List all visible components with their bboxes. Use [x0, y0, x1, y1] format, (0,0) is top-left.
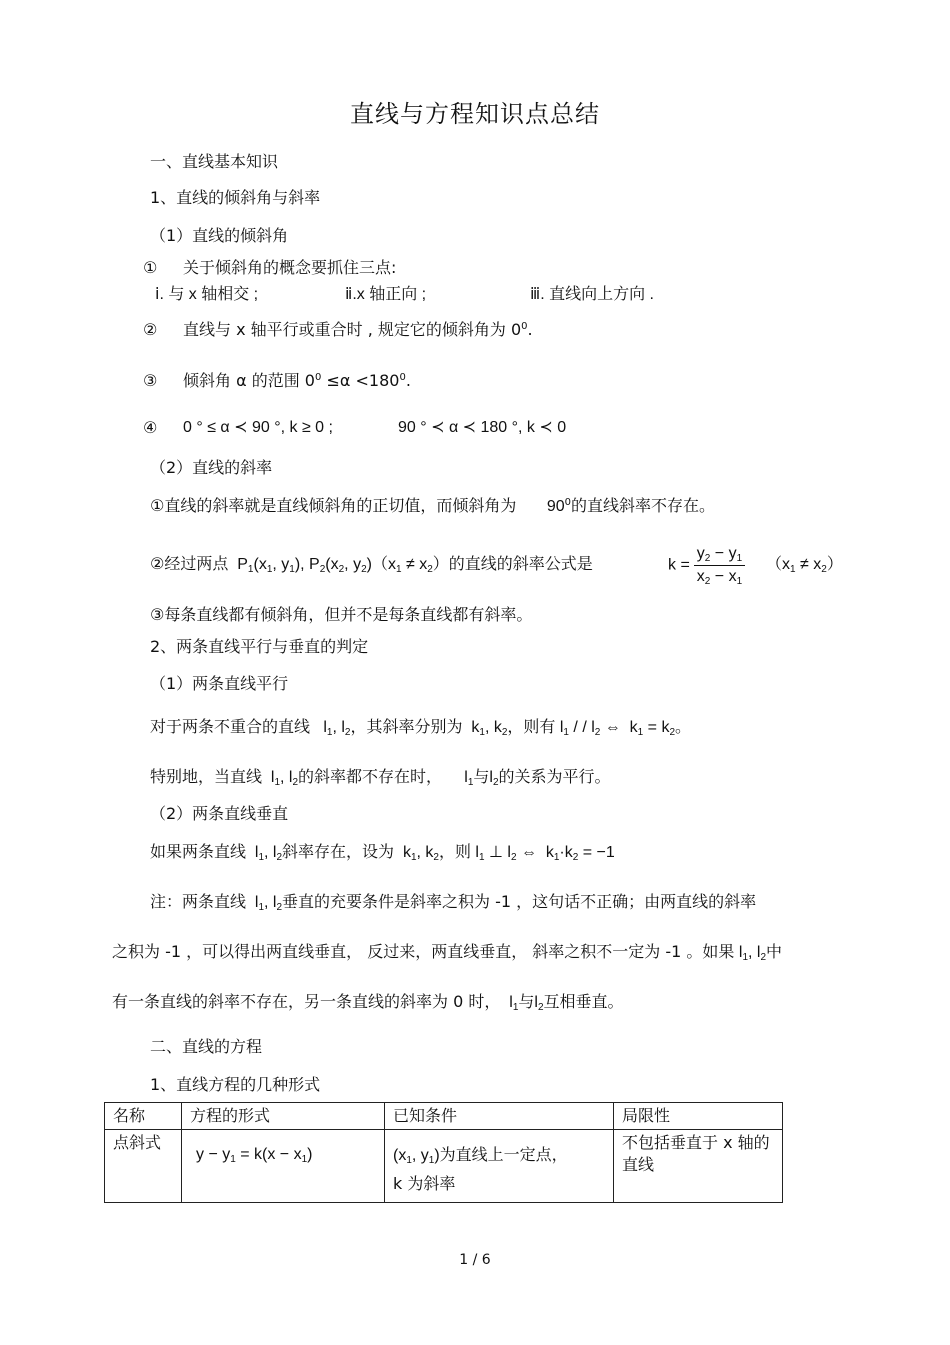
subsubsection-heading: （1）两条直线平行 [150, 674, 289, 693]
item-marker: ④ [143, 418, 158, 437]
item-marker: ① [143, 258, 158, 277]
text: 斜率存在，设为 [282, 842, 395, 861]
text: ①直线的斜率就是直线倾斜角的正切值，而倾斜角为 [150, 496, 517, 515]
text: ，则有 [507, 717, 556, 736]
text: ≤α <180 [321, 371, 400, 390]
paragraph: 关于倾斜角的概念要抓住三点: [183, 258, 397, 277]
text: k 为斜率 [393, 1174, 456, 1193]
text: 倾斜角 α 的范围 0 [183, 371, 315, 390]
table-cell: 点斜式 [105, 1130, 182, 1203]
paragraph: 对于两条不重合的直线 $l_1$, $l_2$，其斜率分别为 $k_1$, $k_2$，则有 $l_1$ / / $l_2$ ⇔ $k_1 = k_2$。 [150, 717, 692, 738]
text: 之积为 -1 ，可以得出两直线垂直， 反过来，两直线垂直， 斜率之积不一定为 -1 。如果 [112, 942, 735, 961]
subsubsection-heading: （2）直线的斜率 [150, 458, 273, 477]
text: 对于两条不重合的直线 [150, 717, 311, 736]
page-title: 直线与方程知识点总结 [350, 100, 600, 128]
paragraph: 之积为 -1 ，可以得出两直线垂直， 反过来，两直线垂直， 斜率之积不一定为 -1 。如果 $l_1$, $l_2$中 [112, 942, 783, 963]
table-header-cell: 已知条件 [385, 1103, 614, 1130]
table-header-cell: 方程的形式 [182, 1103, 385, 1130]
text: 垂直的充要条件是斜率之积为 -1 ，这句话不正确；由两直线的斜率 [282, 892, 757, 911]
table-header-cell: 名称 [105, 1103, 182, 1130]
table-header-row [105, 1103, 783, 1130]
table-cell: ($x_1$, $y_1$)为直线上一定点， k 为斜率 [385, 1130, 614, 1203]
text: 的直线斜率不存在。 [571, 496, 716, 515]
slope-formula: k = $\frac{y_2 - y_1}{x_2 - x_1}$ [668, 545, 749, 586]
page-number: 1 / 6 [459, 1252, 491, 1268]
text: 的斜率都不存在时， [298, 767, 443, 786]
paragraph: ③每条直线都有倾斜角，但并不是每条直线都有斜率。 [150, 605, 533, 624]
superscript: 0 [521, 321, 528, 332]
paragraph: 直线与 x 轴平行或重合时 , 规定它的倾斜角为 $0^0$. [183, 320, 533, 339]
paragraph [150, 496, 715, 517]
text: 互相垂直。 [543, 992, 624, 1011]
point-iii: ⅲ. 直线向上方向 . [530, 286, 654, 303]
table-cell: 不包括垂直于 x 轴的直线 [614, 1130, 783, 1203]
text: ②经过两点 [150, 554, 229, 573]
text: 的关系为平行。 [498, 767, 611, 786]
paragraph: $(x_1 \ne x_2)$ [766, 554, 843, 575]
text: 为直线上一定点， [439, 1145, 568, 1164]
text: （ [371, 554, 388, 573]
superscript: 0 [315, 372, 322, 383]
superscript: 0 [564, 497, 572, 508]
text: 特别地，当直线 [150, 767, 263, 786]
section-heading: 二、直线的方程 [150, 1037, 263, 1056]
table-header-cell: 局限性 [614, 1103, 783, 1130]
item-marker: ③ [143, 371, 158, 390]
text: ，其斜率分别为 [350, 717, 463, 736]
text: 中 [766, 942, 783, 961]
formula: 0 ° ≤ α ≺ 90 °, k ≥ 0 ; [183, 419, 333, 436]
paragraph: 如果两条直线 $l_1$, $l_2$斜率存在，设为 $k_1$, $k_2$，则 $l_1$ ⊥ $l_2$ ⇔ $k_1\cdot k_2 = -1$ [150, 842, 615, 863]
text: 如果两条直线 [150, 842, 247, 861]
paragraph: 有一条直线的斜率不存在，另一条直线的斜率为 0 时， $l_1$与$l_2$互相垂直。 [112, 992, 624, 1013]
subsubsection-heading: （1）直线的倾斜角 [150, 226, 289, 245]
superscript: 0 [399, 372, 406, 383]
subsection-heading: 2、两条直线平行与垂直的判定 [150, 637, 369, 656]
paragraph: ②经过两点 $P_1(x_1$, $y_1$), $P_2(x_2$, $y_2)(x_1 \ne x_2)$的直线的斜率公式是 [150, 554, 593, 575]
paragraph: 特别地，当直线 $l_1$, $l_2$的斜率都不存在时， $l_1$与$l_2$的关系为平行。 [150, 767, 611, 788]
subsection-heading: 1、直线的倾斜角与斜率 [150, 188, 321, 207]
table-cell: $y - y_1 = k(x - x_1)$ [182, 1130, 385, 1203]
paragraph: 注：两条直线 $l_1$, $l_2$垂直的充要条件是斜率之积为 -1 ，这句话不正确；由两直线的斜率 [150, 892, 757, 913]
subsubsection-heading: （2）两条直线垂直 [150, 804, 289, 823]
text: ，则 [438, 842, 471, 861]
subsection-heading: 1、直线方程的几种形式 [150, 1075, 321, 1094]
point-ii: ⅱ.x 轴正向 ; [345, 286, 427, 303]
text: 有一条直线的斜率不存在，另一条直线的斜率为 0 时， [112, 992, 501, 1011]
table-row [105, 1130, 783, 1203]
item-marker: ② [143, 320, 158, 339]
paragraph: 倾斜角 α 的范围 $0^0 \le\alpha <180^0$. [183, 371, 411, 390]
text: 直线与 x 轴平行或重合时 , 规定它的倾斜角为 0 [183, 320, 522, 339]
text: 注：两条直线 [150, 892, 247, 911]
text: ）的直线的斜率公式是 [432, 554, 593, 573]
section-heading: 一、直线基本知识 [150, 152, 279, 171]
line-equation-table [104, 1102, 783, 1203]
formula: 90 ° ≺ α ≺ 180 °, k ≺ 0 [398, 419, 567, 436]
point-i: ⅰ. 与 x 轴相交 ; [155, 286, 259, 303]
text: 90 [546, 498, 565, 515]
text: （ [766, 554, 783, 573]
